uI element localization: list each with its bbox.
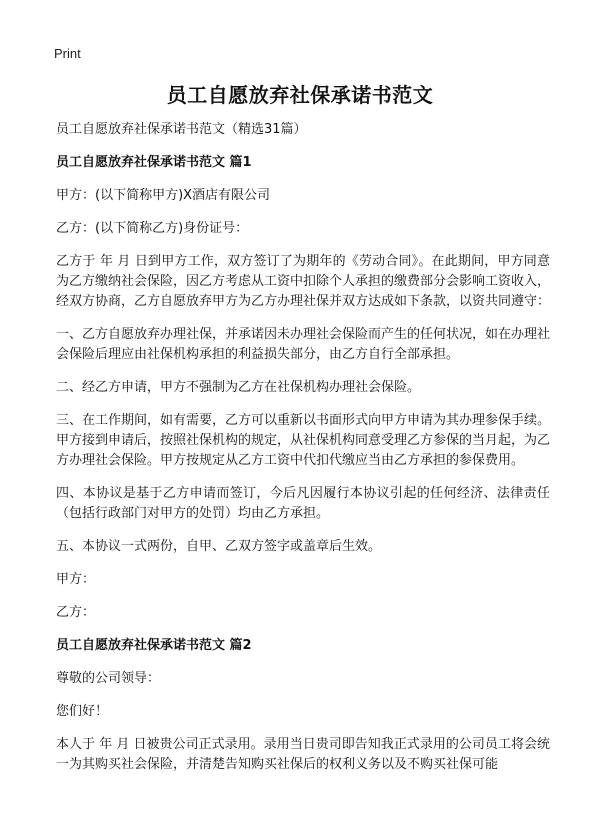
signature-party-a: 甲方：: [56, 572, 96, 587]
party-a-line: 甲方：(以下简称甲方)X酒店有限公司: [56, 188, 271, 203]
section-heading-1: 员工自愿放弃社保承诺书范文 篇1: [56, 155, 252, 170]
clause-1: 一、乙方自愿放弃办理社保，并承诺因未办理社会保险而产生的任何状况，如在办理社会保险后理应由社保机构承担的利益损失部分，由乙方自行全部承担。: [56, 327, 551, 362]
page-title: 员工自愿放弃社保承诺书范文: [166, 83, 434, 107]
greeting: 您们好！: [56, 704, 109, 719]
body-paragraph: 本人于 年 月 日被贵公司正式录用。录用当日贵司即告知我正式录用的公司员工将会统一为其购买社会保险，并清楚告知购买社保后的权利义务以及不购买社保可能: [56, 737, 550, 772]
clause-3: 三、在工作期间，如有需要，乙方可以重新以书面形式向甲方申请为其办理参保手续。甲方接到申请后，按照社保机构的规定，从社保机构同意受理乙方参保的当月起，为乙方办理社会保险。甲方按规定从乙方工资中代扣代缴应当由乙方承担的参保费用。: [56, 413, 551, 468]
clause-2: 二、经乙方申请，甲方不强制为乙方在社保机构办理社会保险。: [56, 380, 421, 395]
print-link[interactable]: Print: [54, 46, 81, 61]
signature-party-b: 乙方：: [56, 605, 96, 620]
section-heading-2: 员工自愿放弃社保承诺书范文 篇2: [56, 638, 252, 653]
clause-5: 五、本协议一式两份，自甲、乙双方签字或盖章后生效。: [56, 539, 382, 554]
party-b-line: 乙方：(以下简称乙方)身份证号：: [56, 221, 249, 236]
document-body: [56, 120, 550, 788]
salutation: 尊敬的公司领导：: [56, 671, 161, 686]
document-subtitle: 员工自愿放弃社保承诺书范文（精选31篇）: [56, 122, 307, 137]
clause-4: 四、本协议是基于乙方申请而签订，今后凡因履行本协议引起的任何经济、法律责任（包括行政部门对甲方的处罚）均由乙方承担。: [56, 486, 550, 521]
intro-paragraph: 乙方于 年 月 日到甲方工作，双方签订了为期年的《劳动合同》。在此期间，甲方同意为乙方缴纳社会保险，因乙方考虑从工资中扣除个人承担的缴费部分会影响工资收入，经双方协商，乙方自愿放弃甲方为乙方办理社保并双方达成如下条款，以资共同遵守：: [56, 254, 551, 309]
